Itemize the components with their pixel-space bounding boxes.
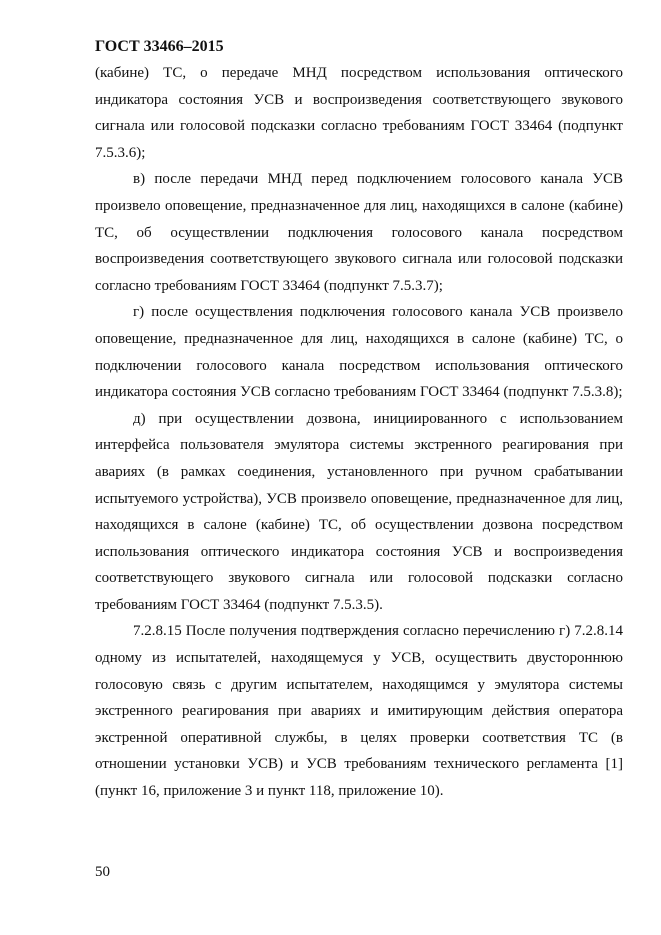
paragraph-item-d: д) при осуществлении дозвона, инициированного с использованием интерфейса пользователя эмулятора системы экстренного реагирования при авариях (в рамках соединения, установленного при ручном срабатывании испытуемого устройства), УСВ произвело оповещение, предназначенное для лиц, находящихся в салоне (кабине) ТС, об осуществлении дозвона посредством использования оптического индикатора состояния УСВ и воспроизведения соответствующего звукового сигнала или голосовой подсказки согласно требованиям ГОСТ 33464 (подпункт 7.5.3.5). [95, 410, 623, 613]
document-page [95, 36, 623, 805]
page-number: 50 [95, 864, 110, 880]
paragraph-7-2-8-15: 7.2.8.15 После получения подтверждения согласно перечислению г) 7.2.8.14 одному из испытателей, находящемуся у УСВ, осуществить двустороннюю голосовую связь с другим испытателем, находящимся у эмулятора системы экстренного реагирования при авариях и имитирующим действия оператора экстренной оперативной службы, в целях проверки соответствия ТС (в отношении установки УСВ) и УСВ требованиям технического регламента [1] (пункт 16, приложение 3 и пункт 118, приложение 10). [95, 623, 623, 800]
standard-header: ГОСТ 33466–2015 [95, 38, 224, 55]
paragraph-item-g: г) после осуществления подключения голосового канала УСВ произвело оповещение, предназначенное для лиц, находящихся в салоне (кабине) ТС, о подключении голосового канала посредством использования оптического индикатора состояния УСВ согласно требованиям ГОСТ 33464 (подпункт 7.5.3.8); [95, 304, 623, 401]
paragraph-item-v: в) после передачи МНД перед подключением голосового канала УСВ произвело оповещение, предназначенное для лиц, находящихся в салоне (кабине) ТС, об осуществлении подключения голосового канала посредством воспроизведения соответствующего звукового сигнала или голосовой подсказки согласно требованиям ГОСТ 33464 (подпункт 7.5.3.7); [95, 171, 623, 294]
paragraph-continuation: (кабине) ТС, о передаче МНД посредством использования оптического индикатора состояния УСВ и воспроизведения соответствующего звукового сигнала или голосовой подсказки согласно требованиям ГОСТ 33464 (подпункт 7.5.3.6); [95, 65, 623, 161]
